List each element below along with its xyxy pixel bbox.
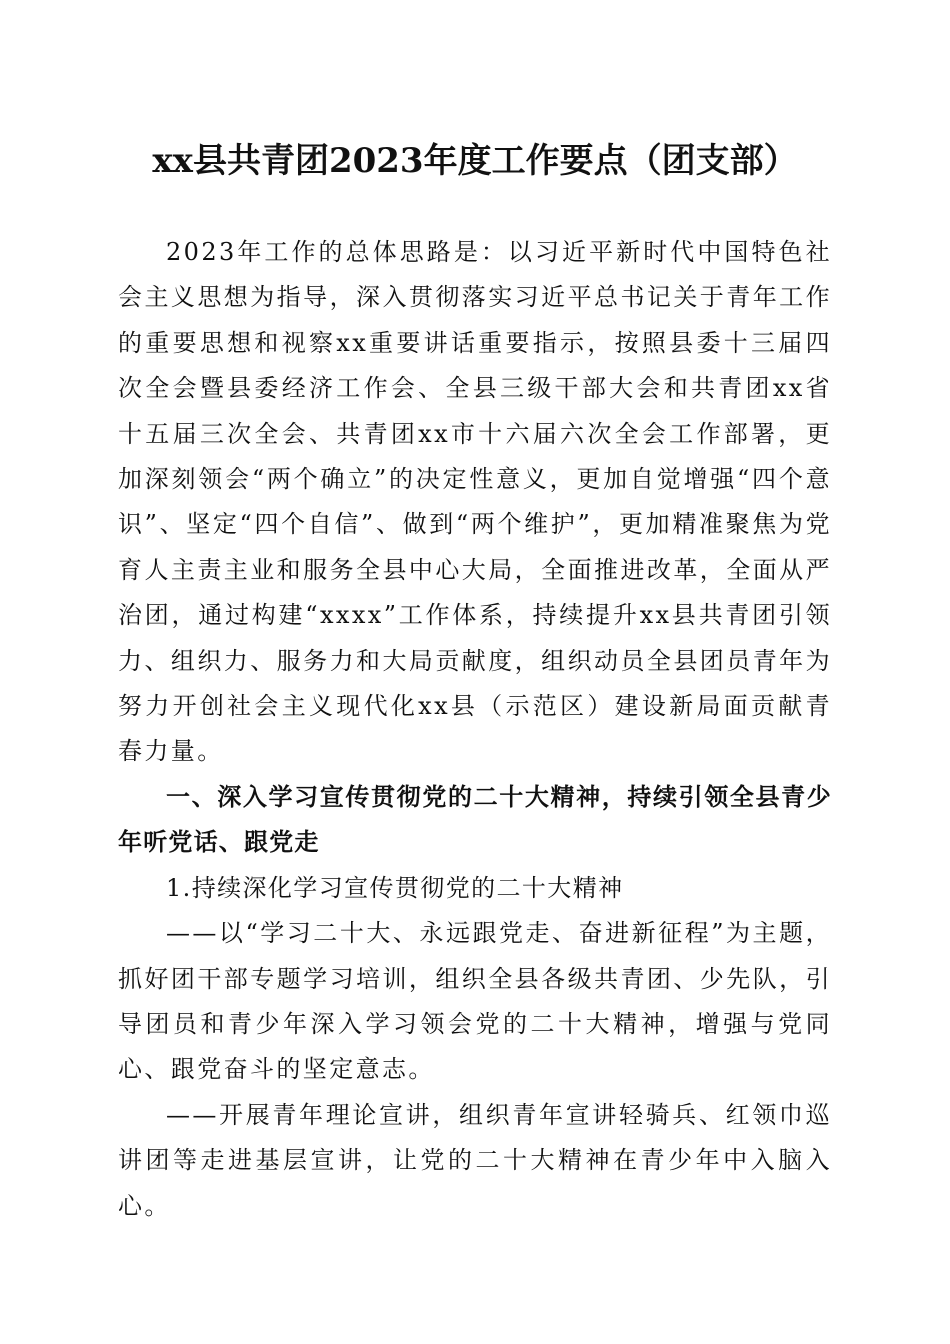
bullet-paragraph-2: ——开展青年理论宣讲，组织青年宣讲轻骑兵、红领巾巡讲团等走进基层宣讲，让党的二十大精神在青少年中入脑入心。 [118, 1100, 832, 1220]
document-title: xx县共青团2023年度工作要点（团支部） [152, 141, 798, 181]
section-heading-1: 一、深入学习宣传贯彻党的二十大精神，持续引领全县青少年听党话、跟党走 [118, 782, 832, 857]
document-body [118, 230, 832, 1229]
intro-paragraph: 2023年工作的总体思路是：以习近平新时代中国特色社会主义思想为指导，深入贯彻落实习近平总书记关于青年工作的重要思想和视察xx重要讲话重要指示，按照县委十三届四次全会暨县委经济工作会、全县三级干部大会和共青团xx省十五届三次全会、共青团xx市十六届六次全会工作部署，更加深刻领会“两个确立”的决定性意义，更加自觉增强“四个意识”、坚定“四个自信”、做到“两个维护”，更加精准聚焦为党育人主责主业和服务全县中心大局，全面推进改革，全面从严治团，通过构建“xxxx”工作体系，持续提升xx县共青团引领力、组织力、服务力和大局贡献度，组织动员全县团员青年为努力开创社会主义现代化xx县（示范区）建设新局面贡献青春力量。 [118, 238, 832, 766]
subsection-heading-1-1: 1.持续深化学习宣传贯彻党的二十大精神 [166, 873, 624, 902]
bullet-paragraph-1: ——以“学习二十大、永远跟党走、奋进新征程”为主题，抓好团干部专题学习培训，组织全县各级共青团、少先队，引导团员和青少年深入学习领会党的二十大精神，增强与党同心、跟党奋斗的坚定意志。 [118, 919, 832, 1084]
